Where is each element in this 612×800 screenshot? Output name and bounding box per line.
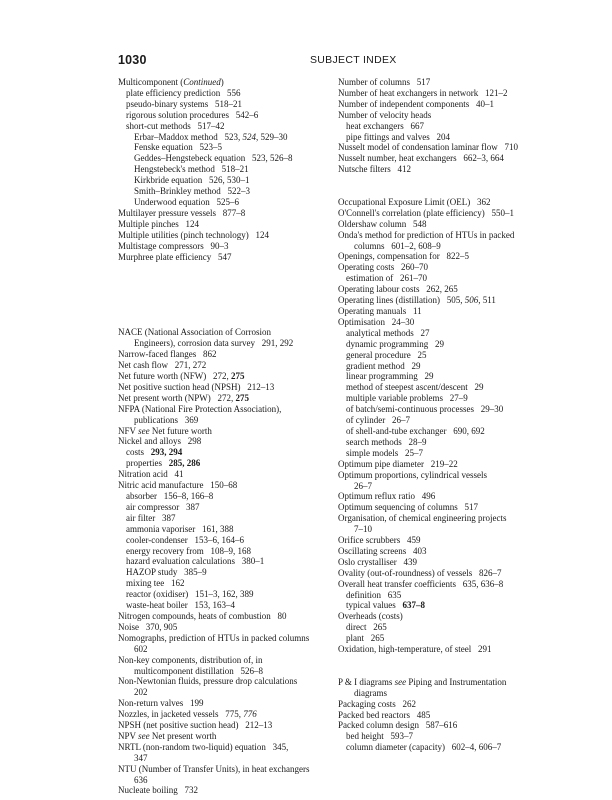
index-subentry: definition 635 [346,589,402,600]
index-subentry: heat exchangers 667 [346,120,424,131]
index-entry: Multistage compressors 90–3 [118,240,229,251]
index-entry-continuation: diagrams [354,687,387,698]
index-entry: Overheads (costs) [338,611,403,622]
index-entry: Nusselt model of condensation laminar flow 710 [338,142,518,153]
index-entry: Occupational Exposure Limit (OEL) 362 [338,196,491,207]
index-entry: Optimum pipe diameter 219–22 [338,458,458,469]
index-entry: Nucleate boiling 732 [118,785,198,796]
index-entry: Packaging costs 262 [338,698,416,709]
index-entry: NPV see Net present worth [118,730,217,741]
index-subentry: direct 265 [346,622,387,633]
index-subentry: analytical methods 27 [346,327,430,338]
index-subentry: short-cut methods 517–42 [126,120,225,131]
running-head: SUBJECT INDEX [310,54,397,66]
index-entry: Oslo crystalliser 439 [338,556,417,567]
index-subentry: general procedure 25 [346,349,427,360]
index-subentry: of shell-and-tube exchanger 690, 692 [346,425,485,436]
index-entry-continuation: 7–10 [354,524,372,535]
index-entry: Net present worth (NPW) 272, 275 [118,392,249,403]
index-entry: Multicomponent (Continued) [118,77,224,87]
index-entry-continuation: 636 [134,774,148,785]
index-entry: Number of columns 517 [338,77,431,87]
index-entry: Multiple utilities (pinch technology) 124 [118,229,269,240]
index-entry: Packed column design 587–616 [338,720,458,731]
index-entry: Non-return valves 199 [118,698,204,709]
index-entry: Nutsche filters 412 [338,164,411,175]
index-column-left [118,77,368,796]
index-column-right [338,77,594,753]
index-subentry: Hengstebeck's method 518–21 [134,164,249,175]
index-entry: Net future worth (NFW) 272, 275 [118,371,245,382]
index-entry: Multiple pinches 124 [118,218,199,229]
index-entry: Net positive suction head (NPSH) 212–13 [118,381,275,392]
index-entry: Oxidation, high-temperature, of steel 291 [338,644,492,655]
index-entry: Organisation, of chemical engineering projects [338,513,507,524]
index-subentry: properties 285, 286 [126,458,201,469]
index-entry: Murphree plate efficiency 547 [118,251,232,262]
index-subentry: Kirkbride equation 526, 530–1 [134,175,250,186]
index-entry: Orifice scrubbers 459 [338,535,421,546]
index-entry: NFPA (National Fire Protection Association), [118,403,282,414]
index-subentry: of cylinder 26–7 [346,415,410,426]
index-entry: Nitration acid 41 [118,469,184,480]
page-number: 1030 [118,53,147,67]
index-entry: NFV see Net future worth [118,425,212,436]
index-subentry: air compressor 387 [126,501,200,512]
index-entry: Optimum proportions, cylindrical vessels [338,469,487,480]
index-subentry: gradient method 29 [346,360,421,371]
index-entry: Operating manuals 11 [338,306,422,317]
index-subentry: plant 265 [346,633,385,644]
index-entry: Number of independent components 40–1 [338,98,494,109]
index-entry-continuation: publications 369 [134,414,199,425]
index-entry: Operating lines (distillation) 505, 506, 511 [338,295,496,306]
index-subentry: air filter 387 [126,512,176,523]
index-entry: Number of heat exchangers in network 121–2 [338,87,508,98]
index-entry: Oldershaw column 548 [338,218,427,229]
index-subentry: Erbar–Maddox method 523, 524, 529–30 [134,131,288,142]
index-entry: Optimum reflux ratio 496 [338,491,436,502]
index-subentry: Geddes–Hengstebeck equation 523, 526–8 [134,153,293,164]
index-entry: Nitrogen compounds, heats of combustion 80 [118,610,287,621]
index-entry: O'Connell's correlation (plate efficiency) 550–1 [338,207,515,218]
index-subentry: waste-heat boiler 153, 163–4 [126,600,235,611]
section-gap [338,175,594,197]
index-entry: Non-key components, distribution of, in [118,654,263,665]
index-subentry: dynamic programming 29 [346,338,444,349]
index-subentry: Smith–Brinkley method 522–3 [134,186,250,197]
index-entry: Nitric acid manufacture 150–68 [118,480,238,491]
index-entry: Nickel and alloys 298 [118,436,202,447]
index-subentry: multiple variable problems 27–9 [346,393,468,404]
index-entry: Optimum sequencing of columns 517 [338,502,478,513]
index-subentry: Underwood equation 525–6 [134,196,239,207]
index-subentry: energy recovery from 108–9, 168 [126,545,252,556]
index-entry-continuation: 602 [134,643,148,654]
index-subentry: rigorous solution procedures 542–6 [126,109,259,120]
index-subentry: linear programming 29 [346,371,434,382]
index-entry: Operating labour costs 262, 265 [338,284,458,295]
index-entry-continuation: columns 601–2, 608–9 [354,240,441,251]
index-entry: Number of velocity heads [338,109,432,120]
index-entry-continuation: multicomponent distillation 526–8 [134,665,263,676]
index-entry-continuation: 26–7 [354,480,372,491]
index-entry: Nusselt number, heat exchangers 662–3, 664 [338,153,504,164]
index-subentry: cooler-condenser 153–6, 164–6 [126,534,245,545]
index-entry: Non-Newtonian fluids, pressure drop calculations [118,676,298,687]
index-subentry: of batch/semi-continuous processes 29–30 [346,404,504,415]
index-entry: NPSH (net positive suction head) 212–13 [118,720,273,731]
index-entry: P & I diagrams see Piping and Instrumentation [338,676,507,687]
index-entry: Onda's method for prediction of HTUs in packed [338,229,515,240]
index-entry: Narrow-faced flanges 862 [118,349,217,360]
index-entry: Ovality (out-of-roundness) of vessels 826–7 [338,567,502,578]
index-subentry: mixing tee 162 [126,578,185,589]
index-entry: Oscillating screens 403 [338,545,427,556]
index-subentry: hazard evaluation calculations 380–1 [126,556,265,567]
index-entry: NRTL (non-random two-liquid) equation 345, [118,741,289,752]
index-entry: Net cash flow 271, 272 [118,360,207,371]
index-subentry: bed height 593–7 [346,731,413,742]
index-subentry: simple models 25–7 [346,447,423,458]
index-subentry: Fenske equation 523–5 [134,142,222,153]
index-subentry: HAZOP study 385–9 [126,567,207,578]
index-subentry: plate efficiency prediction 556 [126,87,241,98]
index-entry: NTU (Number of Transfer Units), in heat exchangers [118,763,310,774]
index-subentry: typical values 637–8 [346,600,425,611]
index-entry: Noise 370, 905 [118,621,178,632]
index-entry: Overall heat transfer coefficients 635, 636–8 [338,578,504,589]
index-subentry: ammonia vaporiser 161, 388 [126,523,234,534]
index-entry: Nomographs, prediction of HTUs in packed columns [118,632,310,643]
index-subentry: absorber 156–8, 166–8 [126,491,214,501]
index-entry-continuation: Engineers), corrosion data survey 291, 292 [134,338,294,349]
index-subentry: pseudo-binary systems 518–21 [126,98,242,109]
index-entry: NACE (National Association of Corrosion [118,327,271,338]
index-entry: Optimisation 24–30 [338,316,415,327]
index-subentry: reactor (oxidiser) 151–3, 162, 389 [126,589,254,600]
index-subentry: method of steepest ascent/descent 29 [346,382,484,393]
index-subentry: search methods 28–9 [346,436,427,447]
section-gap [338,655,594,677]
index-subentry: costs 293, 294 [126,447,183,458]
index-subentry: pipe fittings and valves 204 [346,131,450,142]
index-subentry: column diameter (capacity) 602–4, 606–7 [346,742,502,753]
index-entry: Openings, compensation for 822–5 [338,251,469,262]
index-entry: Nozzles, in jacketed vessels 775, 776 [118,709,257,720]
index-entry-continuation: 202 [134,687,148,698]
index-entry: Multilayer pressure vessels 877–8 [118,207,246,218]
index-entry: Operating costs 260–70 [338,262,428,273]
index-entry-continuation: 347 [134,752,148,763]
section-gap [118,262,368,327]
index-subentry: estimation of 261–70 [346,273,427,284]
index-entry: Packed bed reactors 485 [338,709,431,720]
